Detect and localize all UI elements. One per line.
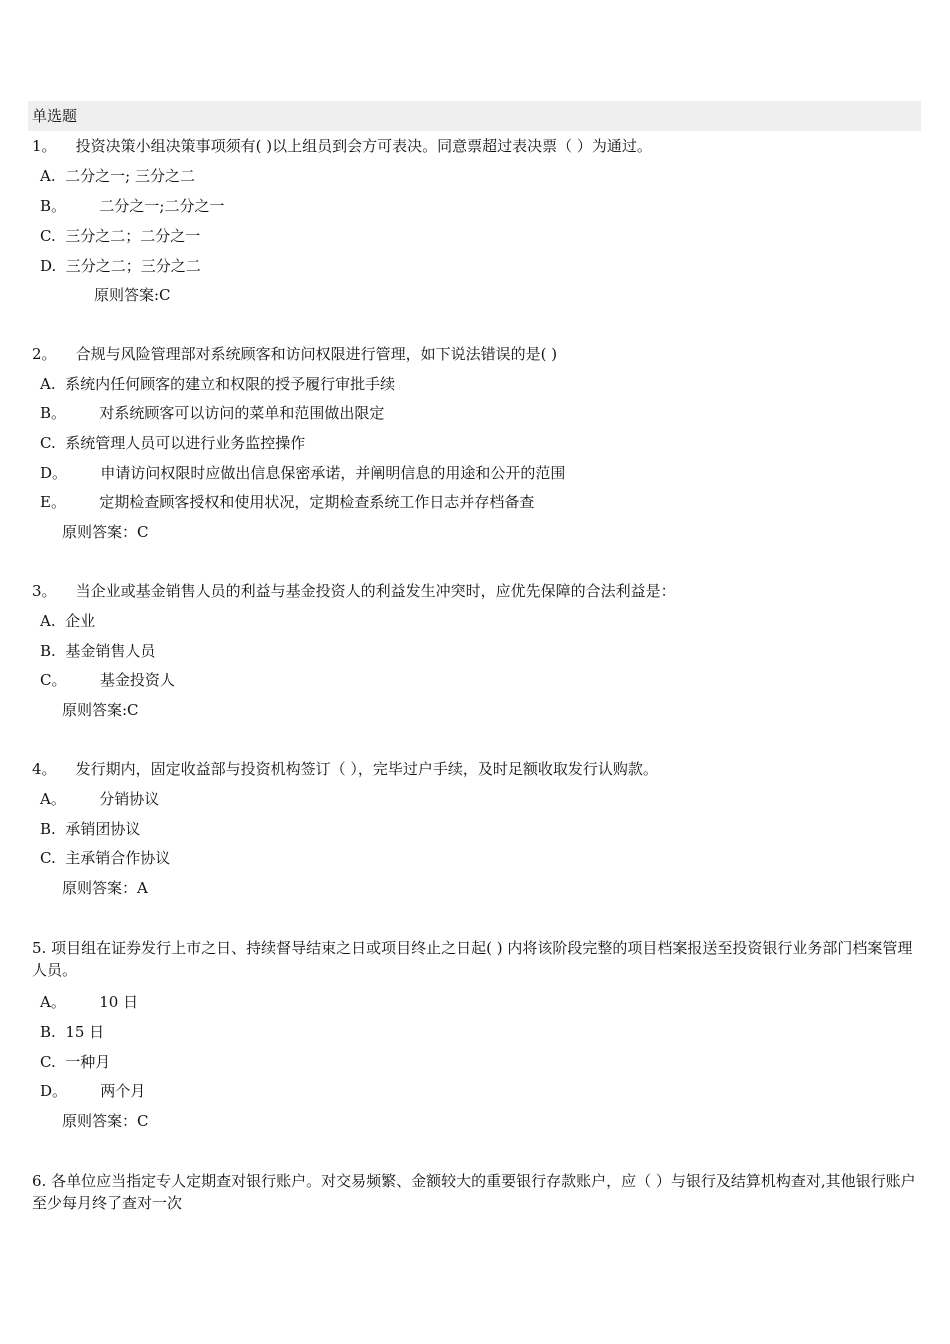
question-5-option-d: D。 两个月 [40,1082,146,1100]
question-5-stem: 5. 项目组在证券发行上市之日、持续督导结束之日或项目终止之日起( ) 内将该阶段完整的项目档案报送至投资银行业务部门档案管理人员。 [32,939,913,979]
question-4-option-a: A。 分销协议 [40,790,160,808]
question-1-stem: 1。 投资决策小组决策事项须有( )以上组员到会方可表决。同意票超过表决票（ ）为通过。 [32,137,652,155]
question-1-option-b: B。 二分之一;二分之一 [40,197,225,215]
question-3-stem: 3。 当企业或基金销售人员的利益与基金投资人的利益发生冲突时，应优先保障的合法利益是： [32,582,676,600]
question-3-option-b: B. 基金销售人员 [40,642,156,660]
question-3-option-c: C。 基金投资人 [40,671,175,689]
question-2-option-a: A. 系统内任何顾客的建立和权限的授予履行审批手续 [40,375,396,393]
question-4-option-b: B. 承销团协议 [40,820,141,838]
section-title: 单选题 [28,101,921,131]
question-4-stem: 4。 发行期内，固定收益部与投资机构签订（ ），完毕过户手续，及时足额收取发行认购款。 [32,760,658,778]
question-3-option-a: A. 企业 [40,612,96,630]
question-5-answer: 原则答案：C [62,1112,149,1130]
question-6-stem: 6. 各单位应当指定专人定期查对银行账户。对交易频繁、金额较大的重要银行存款账户，应（ ）与银行及结算机构查对,其他银行账户至少每月终了查对一次 [32,1172,916,1212]
question-1-option-a: A. 二分之一; 三分之二 [40,167,195,185]
question-2-answer: 原则答案：C [62,523,149,541]
question-2-option-d: D。 申请访问权限时应做出信息保密承诺，并阐明信息的用途和公开的范围 [40,464,566,482]
question-4-option-c: C. 主承销合作协议 [40,849,171,867]
question-1-answer: 原则答案:C [94,286,171,304]
question-5-option-a: A。 10 日 [40,993,139,1011]
question-1-option-c: C. 三分之二；二分之一 [40,227,201,245]
question-2-stem: 2。 合规与风险管理部对系统顾客和访问权限进行管理，如下说法错误的是( ) [32,345,558,363]
question-3-answer: 原则答案:C [62,701,139,719]
question-2-option-b: B。 对系统顾客可以访问的菜单和范围做出限定 [40,404,385,422]
question-2-option-e: E。 定期检查顾客授权和使用状况，定期检查系统工作日志并存档备查 [40,493,535,511]
question-1-option-d: D. 三分之二；三分之二 [40,257,201,275]
question-2-option-c: C. 系统管理人员可以进行业务监控操作 [40,434,306,452]
question-5-option-b: B. 15 日 [40,1023,105,1041]
question-5-option-c: C. 一种月 [40,1053,111,1071]
question-4-answer: 原则答案：A [62,879,148,897]
